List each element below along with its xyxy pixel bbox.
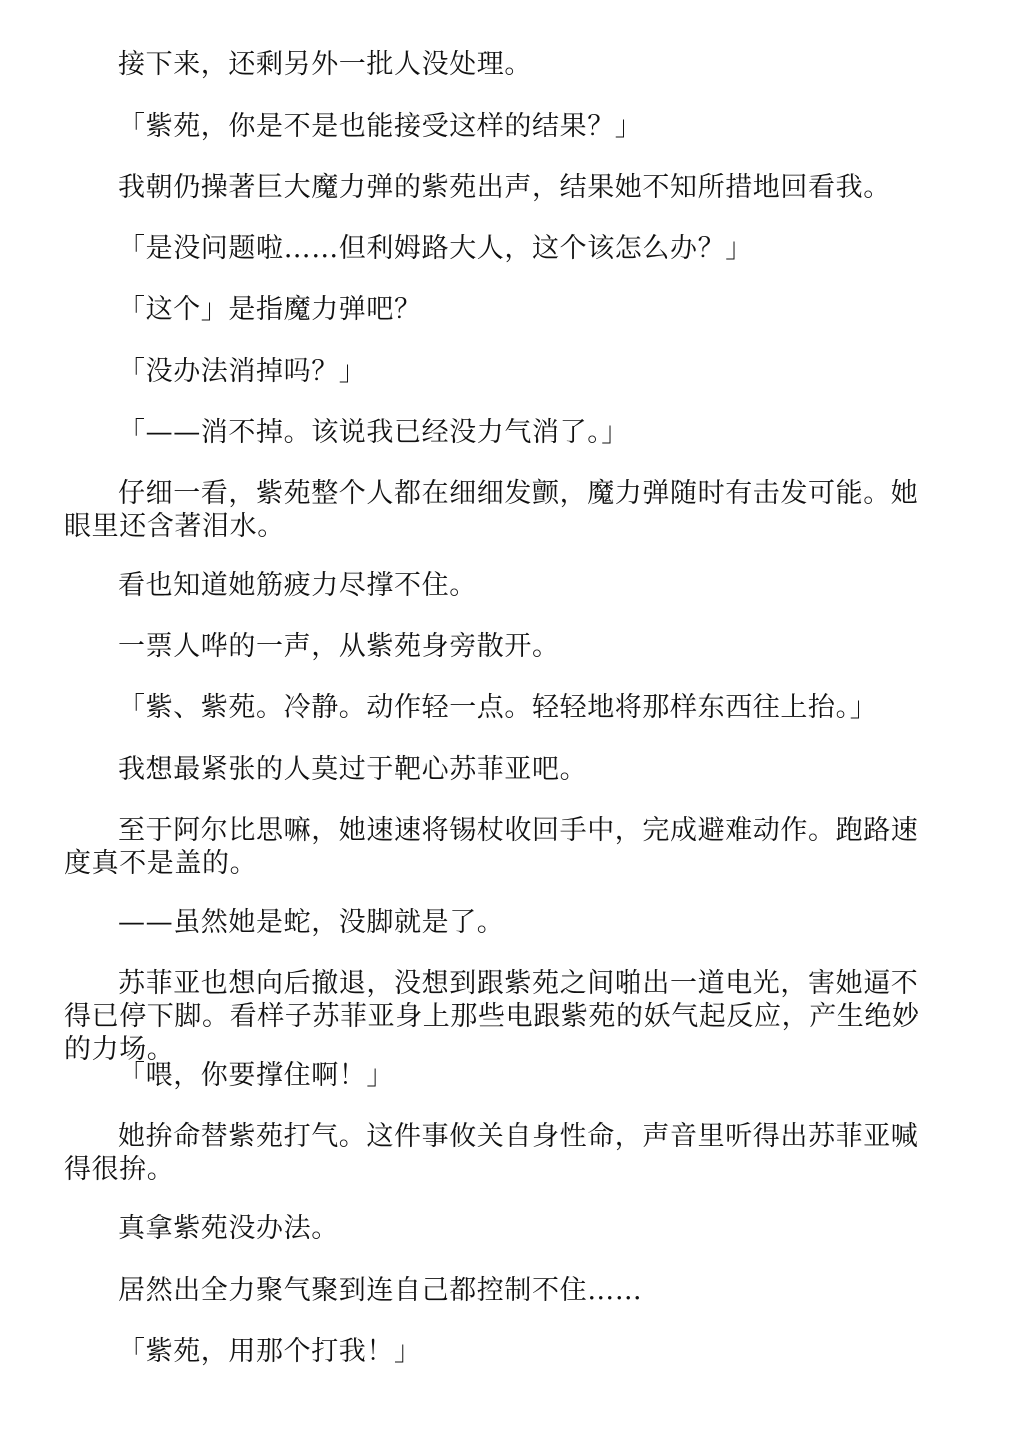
paragraph-12: 我想最紧张的人莫过于靶心苏菲亚吧。: [118, 754, 588, 785]
paragraph-1: 接下来，还剩另外一批人没处理。: [118, 49, 532, 80]
paragraph-16: 「喂，你要撑住啊！」: [118, 1060, 394, 1091]
paragraph-14: ——虽然她是蛇，没脚就是了。: [118, 907, 505, 938]
paragraph-2: 「紫苑，你是不是也能接受这样的结果？」: [118, 111, 643, 142]
paragraph-13: 至于阿尔比思嘛，她速速将锡杖收回手中，完成避难动作。跑路速度真不是盖的。: [64, 815, 919, 879]
paragraph-7: 「——消不掉。该说我已经没力气消了。」: [118, 417, 629, 448]
paragraph-3: 我朝仍操著巨大魔力弹的紫苑出声，结果她不知所措地回看我。: [118, 172, 891, 203]
paragraph-4: 「是没问题啦……但利姆路大人，这个该怎么办？」: [118, 233, 753, 264]
paragraph-19: 居然出全力聚气聚到连自己都控制不住……: [118, 1275, 643, 1306]
paragraph-18: 真拿紫苑没办法。: [118, 1213, 339, 1244]
paragraph-20: 「紫苑，用那个打我！」: [118, 1336, 422, 1367]
paragraph-17: 她拚命替紫苑打气。这件事攸关自身性命，声音里听得出苏菲亚喊得很拚。: [64, 1121, 919, 1185]
paragraph-9: 看也知道她筋疲力尽撑不住。: [118, 570, 477, 601]
paragraph-10: 一票人哗的一声，从紫苑身旁散开。: [118, 631, 560, 662]
paragraph-8: 仔细一看，紫苑整个人都在细细发颤，魔力弹随时有击发可能。她眼里还含著泪水。: [64, 478, 919, 542]
paragraph-15: 苏菲亚也想向后撤退，没想到跟紫苑之间啪出一道电光，害她逼不得已停下脚。看样子苏菲亚身上那些电跟紫苑的妖气起反应，产生绝妙的力场。: [64, 968, 920, 1065]
paragraph-5: 「这个」是指魔力弹吧？: [118, 294, 422, 325]
paragraph-6: 「没办法消掉吗？」: [118, 356, 367, 387]
paragraph-11: 「紫、紫苑。冷静。动作轻一点。轻轻地将那样东西往上抬。」: [118, 692, 878, 723]
